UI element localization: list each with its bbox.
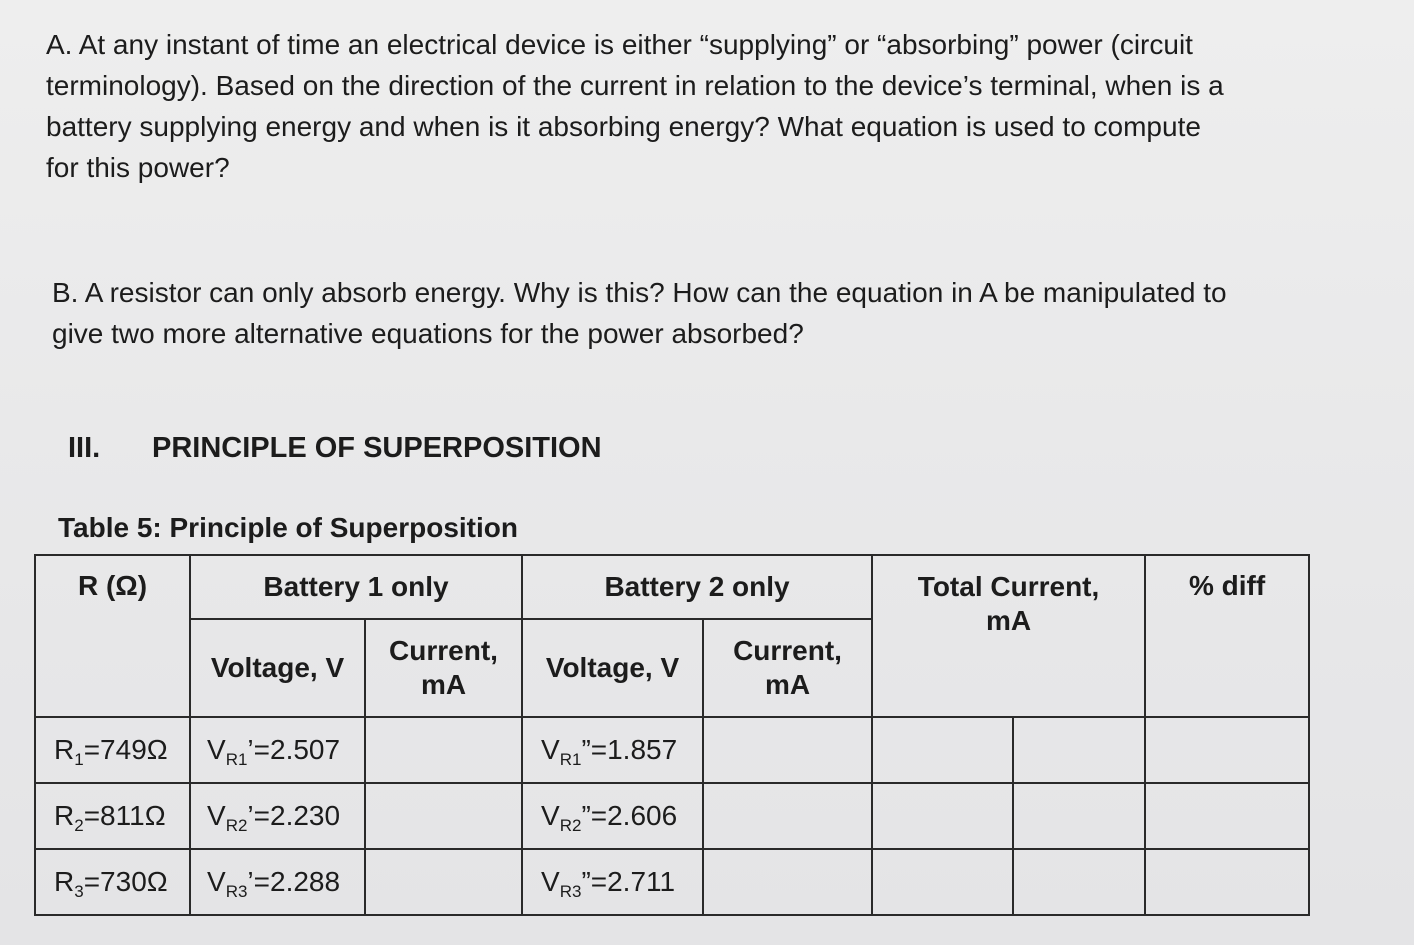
voltage-b2-cell: [522, 717, 703, 783]
pct-diff-cell: [1145, 849, 1309, 915]
pct-diff-cell: [1145, 783, 1309, 849]
header-voltage-b1-label: Voltage, V: [210, 652, 345, 683]
voltage-subscript: R2: [559, 816, 582, 835]
current-b1-cell: [365, 783, 522, 849]
voltage-b1-cell: [190, 849, 365, 915]
question-a-line: for this power?: [46, 152, 230, 183]
voltage-subscript: R3: [559, 882, 582, 901]
header-battery1-label: Battery 1 only: [263, 571, 449, 602]
resistance-cell: [35, 717, 190, 783]
header-total-current: [872, 555, 1145, 717]
voltage-b1-cell: [190, 717, 365, 783]
current-b1-cell: [365, 849, 522, 915]
voltage-value: ’=2.230: [247, 800, 341, 831]
question-a-line: terminology). Based on the direction of the current in relation to the device’s terminal, when is a: [46, 70, 1224, 101]
current-b1-cell: [365, 717, 522, 783]
total-current-cell-b: [1013, 717, 1145, 783]
voltage-subscript: R3: [225, 882, 248, 901]
voltage-value: ”=2.606: [581, 800, 678, 831]
section-number: III.: [68, 432, 101, 464]
resistance-cell: [35, 783, 190, 849]
resistance-subscript: 1: [74, 750, 84, 769]
section-heading: [68, 432, 602, 465]
voltage-symbol: V: [207, 734, 226, 765]
table-row: [35, 849, 1309, 915]
header-pct-diff: [1145, 555, 1309, 717]
header-total-current-line1: Total Current,: [917, 571, 1100, 602]
question-a: [46, 24, 1376, 188]
resistance-symbol: R: [54, 734, 75, 765]
header-total-current-line2: mA: [985, 605, 1032, 636]
header-voltage-b2-label: Voltage, V: [545, 652, 680, 683]
superposition-table: [34, 554, 1310, 916]
header-battery1: [190, 555, 522, 619]
header-current-b2-line1: Current,: [733, 635, 842, 666]
pct-diff-cell: [1145, 717, 1309, 783]
section-title: PRINCIPLE OF SUPERPOSITION: [152, 432, 602, 464]
voltage-subscript: R2: [225, 816, 248, 835]
voltage-value: ”=2.711: [581, 866, 676, 897]
header-current-b2-line2: mA: [764, 669, 811, 700]
header-battery2-label: Battery 2 only: [604, 571, 790, 602]
total-current-cell-b: [1013, 849, 1145, 915]
question-a-line: battery supplying energy and when is it absorbing energy? What equation is used to compute: [46, 111, 1201, 142]
resistance-symbol: R: [54, 866, 75, 897]
table-caption: Table 5: Principle of Superposition: [58, 512, 518, 543]
header-pct-diff-label: % diff: [1188, 570, 1266, 601]
voltage-value: ’=2.507: [247, 734, 341, 765]
voltage-symbol: V: [207, 800, 226, 831]
question-b-line: give two more alternative equations for the power absorbed?: [52, 318, 804, 349]
voltage-subscript: R1: [559, 750, 582, 769]
question-a-line: A. At any instant of time an electrical device is either “supplying” or “absorbing” power (circuit: [46, 29, 1193, 60]
voltage-symbol: V: [541, 866, 560, 897]
resistance-value: =811Ω: [83, 800, 166, 831]
voltage-symbol: V: [541, 800, 560, 831]
resistance-value: =730Ω: [83, 866, 168, 897]
total-current-cell-b: [1013, 783, 1145, 849]
current-b2-cell: [703, 717, 872, 783]
header-resistance-label: R (Ω): [77, 570, 148, 601]
current-b2-cell: [703, 783, 872, 849]
header-current-b1-line2: mA: [420, 669, 467, 700]
total-current-cell-a: [872, 849, 1013, 915]
voltage-b2-cell: [522, 849, 703, 915]
question-b-line: B. A resistor can only absorb energy. Why is this? How can the equation in A be manipulated to: [52, 277, 1227, 308]
voltage-subscript: R1: [225, 750, 248, 769]
resistance-symbol: R: [54, 800, 75, 831]
voltage-b1-cell: [190, 783, 365, 849]
header-current-b1: [365, 619, 522, 717]
resistance-value: =749Ω: [83, 734, 168, 765]
header-battery2: [522, 555, 872, 619]
voltage-value: ’=2.288: [247, 866, 341, 897]
voltage-symbol: V: [541, 734, 560, 765]
table-row: [35, 717, 1309, 783]
total-current-cell-a: [872, 783, 1013, 849]
voltage-symbol: V: [207, 866, 226, 897]
resistance-cell: [35, 849, 190, 915]
table-row: [35, 783, 1309, 849]
resistance-subscript: 2: [74, 816, 84, 835]
total-current-cell-a: [872, 717, 1013, 783]
resistance-subscript: 3: [74, 882, 84, 901]
voltage-value: ”=1.857: [581, 734, 678, 765]
header-resistance: [35, 555, 190, 717]
current-b2-cell: [703, 849, 872, 915]
voltage-b2-cell: [522, 783, 703, 849]
header-voltage-b1: [190, 619, 365, 717]
header-current-b1-line1: Current,: [389, 635, 498, 666]
header-voltage-b2: [522, 619, 703, 717]
header-current-b2: [703, 619, 872, 717]
question-b: [52, 272, 1382, 354]
